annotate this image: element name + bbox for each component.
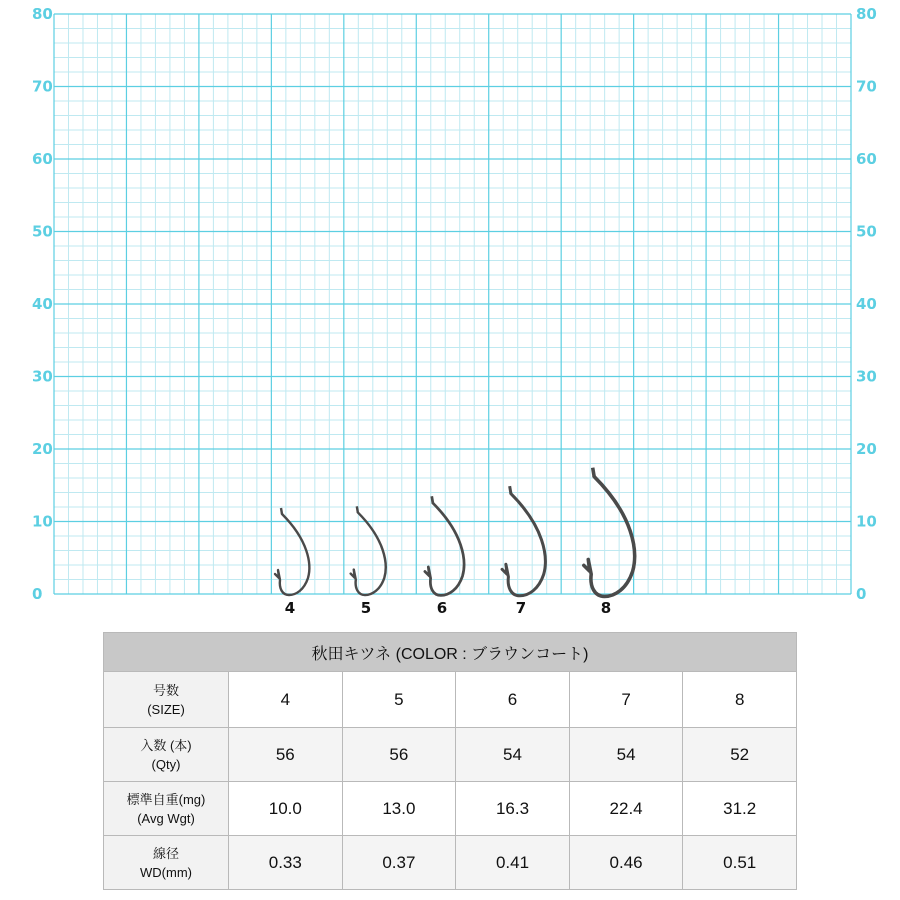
left-tick-label: 20 <box>32 440 53 458</box>
table-cell: 5 <box>342 672 456 728</box>
left-tick-label: 40 <box>32 295 53 313</box>
row-header-sub: WD(mm) <box>140 864 192 880</box>
hook-size-label: 7 <box>515 599 527 617</box>
table-cell: 54 <box>456 728 570 782</box>
table-cell: 0.41 <box>456 836 570 890</box>
right-tick-label: 50 <box>856 222 877 241</box>
table-cell: 56 <box>229 728 343 782</box>
table-title: 秋田キツネ (COLOR : ブラウンコート) <box>104 633 797 672</box>
right-tick-label: 0 <box>856 585 867 603</box>
hook-shank-tip <box>593 468 594 477</box>
left-tick-label: 70 <box>32 77 53 96</box>
left-tick-label: 0 <box>32 585 43 603</box>
left-tick-label: 30 <box>32 367 53 386</box>
hook-shape <box>502 494 545 596</box>
hook-shape <box>275 514 309 595</box>
row-header-label: 入数 (本) <box>140 737 192 753</box>
table-cell: 31.2 <box>683 782 797 836</box>
table-row <box>104 728 797 782</box>
hook-shank-tip <box>432 496 433 503</box>
row-header-sub: (Avg Wgt) <box>137 810 195 826</box>
right-tick-label: 20 <box>856 440 877 458</box>
left-tick-label: 60 <box>32 150 53 168</box>
table-cell: 56 <box>342 728 456 782</box>
row-header <box>104 782 229 836</box>
right-tick-label: 70 <box>856 77 877 96</box>
hook-size-label: 6 <box>436 599 448 617</box>
right-tick-label: 80 <box>856 5 877 23</box>
table-cell: 6 <box>456 672 570 728</box>
row-header <box>104 672 229 728</box>
table-row <box>104 836 797 890</box>
right-tick-label: 30 <box>856 367 877 386</box>
hook-size-label: 4 <box>284 599 296 617</box>
table-cell: 0.37 <box>342 836 456 890</box>
row-header-sub: (Qty) <box>151 756 181 772</box>
table-cell: 0.46 <box>569 836 683 890</box>
left-tick-label: 50 <box>32 222 53 241</box>
hook-size-label: 5 <box>360 599 372 617</box>
table-cell: 54 <box>569 728 683 782</box>
row-header-label: 号数 <box>152 682 179 698</box>
table-cell: 8 <box>683 672 797 728</box>
hook-shank-tip <box>281 508 282 514</box>
table-cell: 0.51 <box>683 836 797 890</box>
row-header-sub: (SIZE) <box>147 701 185 717</box>
left-axis-ticks <box>32 5 53 603</box>
table-cell: 13.0 <box>342 782 456 836</box>
row-header <box>104 836 229 890</box>
table-cell: 0.33 <box>229 836 343 890</box>
table-title-row <box>104 633 797 672</box>
hook-8 <box>584 468 635 597</box>
table-row <box>104 782 797 836</box>
left-tick-label: 10 <box>32 512 53 531</box>
right-tick-label: 60 <box>856 150 877 168</box>
table-cell: 10.0 <box>229 782 343 836</box>
table-row <box>104 672 797 728</box>
hook-shape <box>351 512 386 595</box>
table-cell: 16.3 <box>456 782 570 836</box>
spec-table <box>103 632 797 890</box>
table-cell: 52 <box>683 728 797 782</box>
table-cell: 4 <box>229 672 343 728</box>
row-header-label: 標準自重(mg) <box>126 791 206 807</box>
left-tick-label: 80 <box>32 5 53 23</box>
row-header-label: 線径 <box>152 845 179 861</box>
table-cell: 7 <box>569 672 683 728</box>
row-header <box>104 728 229 782</box>
hook-shank-tip <box>510 486 511 494</box>
right-tick-label: 10 <box>856 512 877 531</box>
table-cell: 22.4 <box>569 782 683 836</box>
hook-size-label: 8 <box>600 599 612 617</box>
right-axis-ticks <box>856 5 877 603</box>
hook-shank-tip <box>357 506 358 512</box>
right-tick-label: 40 <box>856 295 877 313</box>
